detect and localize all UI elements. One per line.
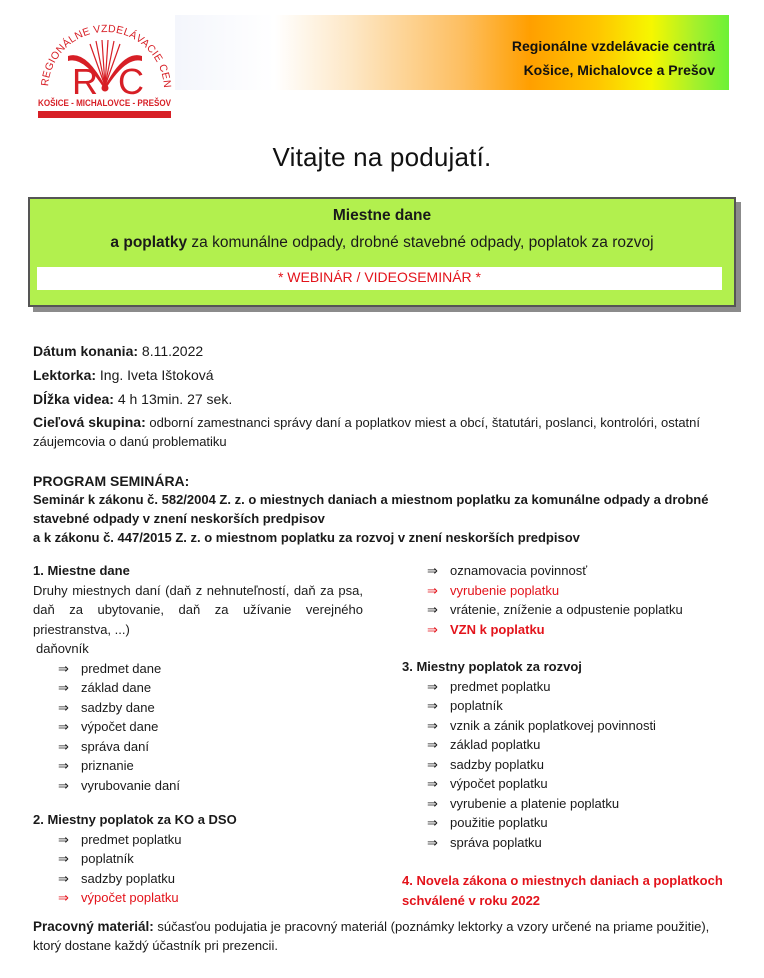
list-item	[402, 774, 656, 794]
double-arrow-icon: ⇒	[427, 717, 438, 733]
double-arrow-icon: ⇒	[58, 699, 69, 715]
section-1-items	[33, 659, 363, 796]
double-arrow-icon: ⇒	[427, 795, 438, 811]
list-item-text: oznamovacia povinnosť	[450, 563, 588, 578]
double-arrow-icon: ⇒	[427, 776, 438, 791]
info-lecturer	[33, 367, 214, 383]
lecturer-label: Lektorka:	[33, 367, 97, 383]
list-item-text: predmet dane	[81, 660, 162, 676]
double-arrow-icon: ⇒	[58, 719, 69, 734]
double-arrow-icon: ⇒	[427, 756, 438, 772]
list-item-text: základ poplatku	[450, 737, 541, 752]
double-arrow-icon: ⇒	[427, 698, 438, 713]
double-arrow-icon: ⇒	[427, 834, 438, 850]
list-item-text: správa daní	[81, 738, 149, 754]
banner-line-1: Regionálne vzdelávacie centrá	[511, 38, 715, 54]
list-item	[33, 830, 237, 850]
list-item	[402, 794, 656, 814]
info-date	[33, 343, 203, 359]
list-item	[33, 717, 363, 737]
material-note	[33, 917, 733, 955]
logo-letter-c: C	[118, 61, 144, 102]
list-item-text: vrátenie, zníženie a odpustenie poplatku	[450, 602, 683, 617]
list-item	[33, 869, 237, 889]
target-label: Cieľová skupina:	[33, 414, 146, 430]
program-line-2: a k zákonu č. 447/2015 Z. z. o miestnom poplatku za rozvoj v znení neskorších predpisov	[33, 530, 580, 545]
double-arrow-icon: ⇒	[58, 738, 69, 754]
section-2	[33, 810, 237, 908]
program-heading: PROGRAM SEMINÁRA:	[33, 473, 190, 489]
date-value: 8.11.2022	[138, 343, 204, 359]
list-item	[33, 698, 363, 718]
list-item-text: VZN k poplatku	[450, 621, 545, 637]
event-title: Miestne dane	[332, 207, 432, 224]
list-item-text: výpočet dane	[81, 719, 159, 734]
double-arrow-icon: ⇒	[58, 870, 69, 886]
list-item	[402, 813, 656, 833]
section-1-taxpayer: daňovník	[36, 641, 89, 656]
target-value: odborní zamestnanci správy daní a poplatkov miest a obcí, štatutári, poslanci, kontrolóri, ostatní záujemcovia o danú problematiku	[33, 415, 700, 449]
double-arrow-icon: ⇒	[427, 621, 438, 637]
info-length	[33, 391, 232, 407]
list-item-text: poplatník	[450, 698, 503, 713]
double-arrow-icon: ⇒	[427, 678, 438, 694]
list-item	[33, 776, 363, 796]
list-item	[402, 735, 656, 755]
list-item	[402, 620, 683, 640]
double-arrow-icon: ⇒	[58, 851, 69, 866]
double-arrow-icon: ⇒	[427, 737, 438, 752]
list-item	[402, 561, 683, 581]
banner-text	[512, 34, 715, 82]
section-1-intro: Druhy miestnych daní (daň z nehnuteľností, daň za psa, daň za ubytovanie, daň za užívanie verejného priestranstva, ...)	[33, 582, 363, 637]
event-box	[28, 197, 736, 307]
list-item-text: predmet poplatku	[450, 678, 551, 694]
list-item	[33, 678, 363, 698]
section-2-items-right	[402, 561, 683, 639]
list-item-text: vyrubovanie daní	[81, 777, 181, 793]
double-arrow-icon: ⇒	[427, 563, 438, 578]
length-value: 4 h 13min. 27 sek.	[113, 391, 233, 407]
section-2-continued	[402, 561, 683, 639]
section-3-title: 3. Miestny poplatok za rozvoj	[402, 659, 582, 674]
list-item-text: sadzby poplatku	[81, 870, 175, 886]
double-arrow-icon: ⇒	[58, 890, 69, 905]
list-item	[33, 756, 363, 776]
list-item-text: správa poplatku	[450, 834, 542, 850]
event-subtitle-rest: za komunálne odpady, drobné stavebné odpady, poplatok za rozvoj	[187, 234, 654, 251]
section-4-title: 4. Novela zákona o miestnych daniach a poplatkoch schválené v roku 2022	[402, 873, 723, 908]
list-item-text: výpočet poplatku	[450, 776, 548, 791]
list-item	[33, 849, 237, 869]
list-item-text: použitie poplatku	[450, 815, 548, 830]
list-item-text: poplatník	[81, 851, 134, 866]
double-arrow-icon: ⇒	[58, 680, 69, 695]
double-arrow-icon: ⇒	[427, 582, 438, 598]
logo-bar	[38, 111, 171, 118]
lecturer-value: Ing. Iveta Ištoková	[96, 367, 214, 383]
section-2-items-left	[33, 830, 237, 908]
double-arrow-icon: ⇒	[58, 831, 69, 847]
list-item-text: vyrubenie poplatku	[450, 582, 560, 598]
program-line-1: Seminár k zákonu č. 582/2004 Z. z. o miestnych daniach a miestnom poplatku za komunálne odpady a drobné stavebné odpady v znení neskorších predpisov	[33, 492, 709, 526]
list-item-text: vznik a zánik poplatkovej povinnosti	[450, 717, 656, 733]
list-item	[402, 755, 656, 775]
list-item-text: priznanie	[81, 758, 134, 773]
list-item	[402, 600, 683, 620]
section-3-items	[402, 677, 656, 853]
list-item-text: základ dane	[81, 680, 152, 695]
double-arrow-icon: ⇒	[427, 815, 438, 830]
list-item	[402, 833, 656, 853]
section-2-title: 2. Miestny poplatok za KO a DSO	[33, 812, 237, 827]
list-item-text: predmet poplatku	[81, 831, 182, 847]
logo-letter-r: R	[72, 61, 98, 102]
event-subtitle-bold: a poplatky	[110, 234, 188, 251]
logo-arc-text: REGIONÁLNE VZDELÁVACIE CEN	[39, 22, 172, 89]
list-item-text: vyrubenie a platenie poplatku	[450, 795, 620, 811]
list-item	[33, 888, 237, 908]
list-item-text: sadzby poplatku	[450, 756, 544, 772]
list-item	[402, 696, 656, 716]
info-target-group	[33, 413, 753, 451]
list-item-text: výpočet poplatku	[81, 890, 179, 905]
logo-cities: KOŠICE - MICHALOVCE - PR	[38, 98, 170, 109]
date-label: Dátum konania:	[33, 343, 139, 359]
double-arrow-icon: ⇒	[58, 660, 69, 676]
double-arrow-icon: ⇒	[58, 758, 69, 773]
list-item	[402, 581, 683, 601]
list-item	[33, 659, 363, 679]
material-text: súčasťou podujatia je pracovný materiál (poznámky lektorky a vzory určené na priame použitie), ktorý dostane každý účastník pri prezencii.	[33, 919, 710, 953]
list-item	[402, 716, 656, 736]
double-arrow-icon: ⇒	[58, 777, 69, 793]
section-1	[33, 561, 363, 795]
event-subtitle	[30, 234, 734, 252]
list-item	[33, 737, 363, 757]
double-arrow-icon: ⇒	[427, 602, 438, 617]
section-1-title: 1. Miestne dane	[33, 563, 130, 578]
material-label: Pracovný materiál:	[33, 919, 154, 934]
event-format-strip: * WEBINÁR / VIDEOSEMINÁR *	[37, 267, 722, 290]
length-label: Dĺžka videa:	[33, 391, 114, 407]
header-banner	[175, 15, 729, 90]
rvc-logo	[38, 14, 172, 120]
welcome-title: Vitajte na podujatí.	[272, 142, 492, 172]
banner-line-2: Košice, Michalovce a Prešov	[523, 62, 715, 78]
list-item-text: sadzby dane	[81, 699, 155, 715]
list-item	[402, 677, 656, 697]
section-3	[402, 657, 656, 852]
logo-graphic	[38, 14, 172, 120]
